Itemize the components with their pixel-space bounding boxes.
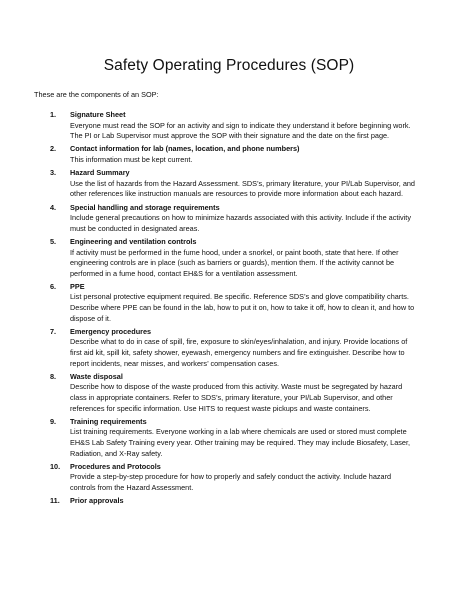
item-description: List training requirements. Everyone working in a lab where chemicals are used or stored must complete EH&S Lab Safety Training every year. Other training may be required. They may include Biosafety, Laser, Radiation, and X-Ray safety. bbox=[70, 427, 411, 458]
list-item bbox=[34, 462, 418, 494]
item-number: 8. bbox=[50, 371, 57, 381]
item-number: 10. bbox=[50, 461, 61, 471]
item-description: Describe what to do in case of spill, fire, exposure to skin/eyes/inhalation, and injury. Provide locations of first aid kit, spill kit, safety shower, eyewash, emergency numbers and fire extinguisher. Describe how to report incidents, near misses, and workers’ compensation cases. bbox=[70, 337, 408, 368]
item-heading: Engineering and ventilation controls bbox=[70, 236, 197, 246]
item-heading: PPE bbox=[70, 281, 85, 291]
item-number: 9. bbox=[50, 416, 57, 426]
list-item bbox=[34, 237, 418, 279]
item-heading: Prior approvals bbox=[70, 496, 124, 506]
list-item bbox=[34, 168, 418, 200]
list-item bbox=[34, 327, 418, 369]
item-description: If activity must be performed in the fume hood, under a snorkel, or paint booth, state that here. If other engineering controls are in place (such as barriers or guards), mention them. If the activity cannot be performed in a fume hood, contact EH&S for a ventilation assessment. bbox=[70, 247, 399, 278]
item-description: Everyone must read the SOP for an activity and sign to indicate they understand it before beginning work. The PI or Lab Supervisor must approve the SOP with their signature and the date on the first page. bbox=[70, 120, 411, 141]
item-number: 2. bbox=[50, 144, 57, 154]
list-item bbox=[34, 417, 418, 459]
item-heading: Hazard Summary bbox=[70, 168, 130, 178]
item-description: List personal protective equipment required. Be specific. Reference SDS’s and glove compatibility charts. Describe where PPE can be found in the lab, how to put it on, how to take it off, how to clean it, and how to dispose of it. bbox=[70, 292, 415, 323]
item-number: 3. bbox=[50, 168, 57, 178]
item-description: Use the list of hazards from the Hazard Assessment. SDS’s, primary literature, your PI/Lab Supervisor, and other references like instruction manuals are resources to provide more information about each hazard. bbox=[70, 178, 415, 199]
item-heading: Emergency procedures bbox=[70, 326, 152, 336]
item-number: 5. bbox=[50, 236, 57, 246]
item-number: 11. bbox=[50, 496, 60, 506]
list-item bbox=[34, 282, 418, 324]
sop-components-list bbox=[34, 110, 418, 507]
page-title: Safety Operating Procedures (SOP) bbox=[103, 57, 355, 74]
item-description: Include general precautions on how to minimize hazards associated with this activity. Include if the activity must be conducted in designated areas. bbox=[70, 213, 411, 233]
item-heading: Waste disposal bbox=[70, 371, 123, 381]
list-item bbox=[34, 496, 418, 507]
item-heading: Special handling and storage requirements bbox=[70, 202, 220, 212]
item-number: 6. bbox=[50, 281, 57, 291]
item-number: 4. bbox=[50, 202, 57, 212]
item-description: Provide a step-by-step procedure for how to properly and safely conduct the activity. Include hazard controls from the Hazard Assessment. bbox=[70, 472, 392, 492]
list-item bbox=[34, 203, 418, 235]
item-description: This information must be kept current. bbox=[70, 154, 193, 164]
item-heading: Signature Sheet bbox=[70, 110, 126, 119]
item-description: Describe how to dispose of the waste produced from this activity. Waste must be segregated by hazard class in appropriate containers. Refer to SDS’s, primary literature, your PI/Lab Supervisor, and other references for specific information. Use HITS to request waste pickups and waste containers. bbox=[70, 382, 403, 413]
list-item bbox=[34, 144, 418, 165]
list-item bbox=[34, 372, 418, 414]
item-number: 1. bbox=[50, 110, 57, 119]
item-heading: Contact information for lab (names, location, and phone numbers) bbox=[70, 144, 300, 154]
item-number: 7. bbox=[50, 326, 57, 336]
item-heading: Training requirements bbox=[70, 416, 147, 426]
intro-text: These are the components of an SOP: bbox=[34, 90, 159, 99]
item-heading: Procedures and Protocols bbox=[70, 461, 161, 471]
list-item bbox=[34, 110, 418, 142]
